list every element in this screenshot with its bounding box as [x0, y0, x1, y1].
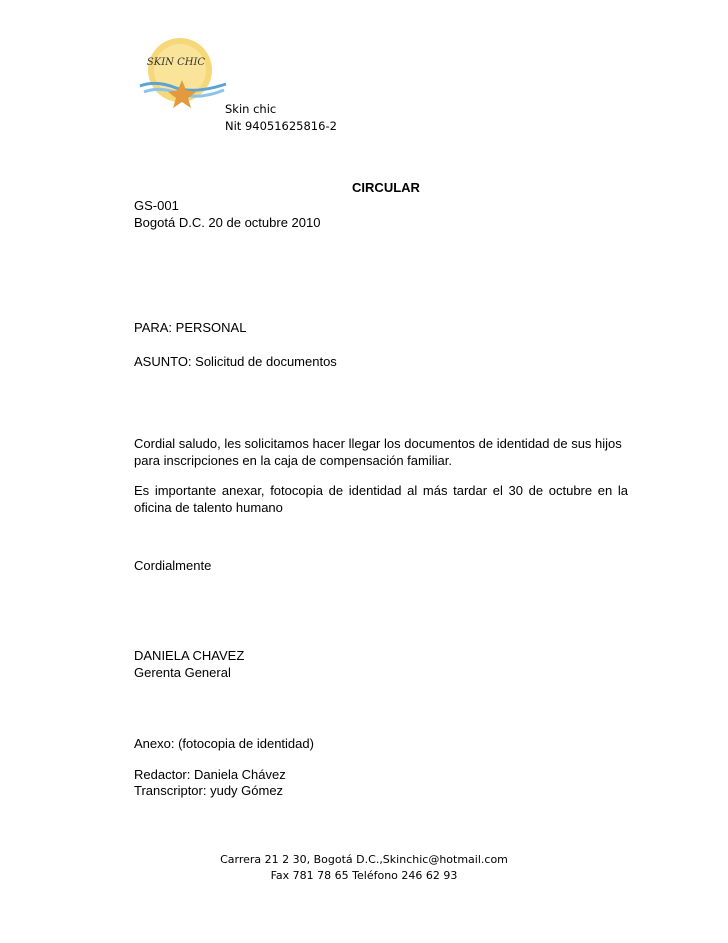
company-nit: Nit 94051625816-2	[225, 119, 337, 133]
footer-phone: Fax 781 78 65 Teléfono 246 62 93	[270, 869, 458, 882]
document-title: CIRCULAR	[352, 180, 420, 195]
closing-line: Cordialmente	[134, 558, 212, 573]
skin-chic-logo	[136, 34, 232, 114]
document-date: Bogotá D.C. 20 de octubre 2010	[134, 215, 321, 230]
document-code: GS-001	[134, 198, 179, 213]
signer-title: Gerenta General	[134, 665, 231, 680]
recipient-line: PARA: PERSONAL	[134, 320, 247, 335]
paragraph-1-line-1: Cordial saludo, les solicitamos hacer llegar los documentos de identidad de sus hijos	[134, 436, 622, 451]
paragraph-2: Es importante anexar, fotocopia de identidad al más tardar el 30 de octubre en la oficina de talento humano	[134, 483, 628, 515]
editor-line: Redactor: Daniela Chávez	[134, 767, 286, 782]
subject-line: ASUNTO: Solicitud de documentos	[134, 354, 337, 369]
footer-address: Carrera 21 2 30, Bogotá D.C.,Skinchic@hotmail.com	[220, 853, 508, 866]
signer-name: DANIELA CHAVEZ	[134, 648, 245, 663]
company-name: Skin chic	[225, 102, 277, 116]
company-info	[225, 101, 337, 135]
logo-text: SKIN CHIC	[146, 57, 206, 68]
annex-line: Anexo: (fotocopia de identidad)	[134, 736, 314, 751]
transcriber-line: Transcriptor: yudy Gómez	[134, 783, 284, 798]
paragraph-1-line-2: para inscripciones en la caja de compensación familiar.	[134, 453, 452, 468]
